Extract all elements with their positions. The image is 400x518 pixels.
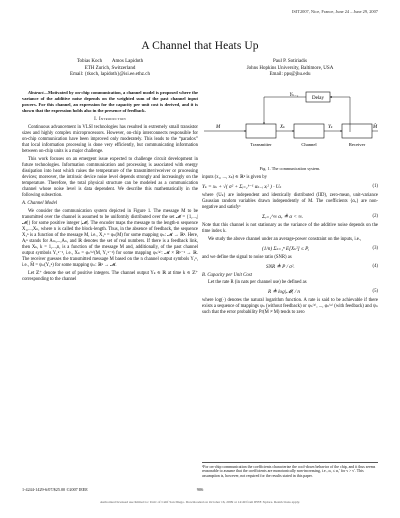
equation-3: [202, 246, 378, 252]
receiver-block: [342, 124, 372, 138]
conference-header: ISIT2007, Nice, France, June 24 – June 29, 2007: [291, 9, 378, 14]
feedback-path-to-encoder: [264, 97, 306, 124]
label-channel: Channel: [301, 142, 317, 147]
label-M: M: [216, 125, 221, 130]
abstract-label: Abstract: [28, 90, 44, 95]
intro-paragraph-1: Continuous advancement in VLSI technologies has resulted in extremely small transistor sizes and highly complex microprocessors. However, on-chip interconnects responsible for on-chip communication have been improved only moderately. This leads to the “paradox” that local information processing is done very efficiently, but communicating information between on-chip units is a major challenge.: [22, 125, 198, 155]
equation-2-body: Σᵥ₌₁^∞ αᵥ ≜ α < ∞.: [262, 214, 304, 221]
isbn-line: 1-4244-1429-6/07/$25.00 ©2007 IEEE: [22, 487, 88, 492]
equation-4: [202, 264, 378, 270]
label-Xk: Xₖ: [280, 125, 285, 130]
channel-model-paragraph-2: Let ℤ⁺ denote the set of positive integers. The channel output Yₖ ∈ ℝ at time k ∈ ℤ⁺ corresponding to the channel: [22, 270, 198, 282]
author-names: Paul P. Sotiriadis: [272, 59, 308, 64]
author-affiliation: Johns Hopkins University, Baltimore, USA: [246, 65, 334, 71]
equation-2: [202, 214, 378, 220]
right-paragraph-4: We study the above channel under an average-power constraint on the inputs, i.e.,: [208, 236, 362, 242]
download-notice: Authorized licensed use limited to: Univ of Calif San Diego. Downloaded on October 16, 2009 at 14:49 from IEEE Xplore. Restrictions apply.: [99, 500, 301, 504]
equation-5-body: R ≜ log|𝓜| / n: [268, 289, 301, 296]
channel-block: [294, 124, 324, 138]
label-Mhat: M̂: [373, 125, 378, 130]
transmitter-block: [246, 124, 276, 138]
section-heading-introduction: I. Introduction: [94, 116, 126, 122]
abstract: [22, 90, 198, 114]
right-paragraph-5: and we define the signal to noise ratio (SNR) as: [202, 254, 292, 260]
author-block-left: [20, 59, 200, 79]
author-affiliation: ETH Zurich, Switzerland: [84, 65, 136, 71]
author-email: Email: pps@jhu.edu: [269, 72, 311, 78]
equation-1: [202, 184, 378, 190]
abstract-text: —Motivated by on-chip communication, a channel model is proposed where the variance of the additive noise depends on the weighted sum of the past channel input powers. For this channel, an expression for the capacity per unit cost is derived, and it is shown that the expression holds also in the presence of feedback.: [22, 90, 198, 113]
label-transmitter: Transmitter: [250, 142, 272, 147]
right-paragraph-6: Let the rate R (in nats per channel use) be defined as: [208, 280, 307, 286]
equation-3-body: (1/n) Σₖ₌₁ⁿ E[Xₖ²] ≤ P,: [262, 245, 309, 252]
author-email: Email: {tkoch, lapidoth}@isi.ee.ethz.ch: [70, 72, 150, 78]
left-column: [22, 90, 198, 284]
subsection-heading-channel-model: A. Channel Model: [22, 201, 58, 207]
right-paragraph-3: Note that this channel is not stationary as the variance of the additive noise depends on the time index k.: [202, 223, 378, 235]
equation-3-number: (3): [372, 245, 378, 251]
author-names: Tobias Koch Amos Lapidoth: [76, 59, 144, 64]
right-paragraph-7: where log(·) denotes the natural logarithm function. A rate is said to be achievable if there exists a sequence of mappings φₙ (without feedback) or φₙ⁽¹⁾, ..., φₙ⁽ⁿ⁾ (with feedback) and ψₙ such that the error probability Pr(M̂ ≠ M) tends to zero: [202, 298, 378, 316]
right-column: [202, 175, 378, 318]
right-paragraph-2: where {Uₖ} are independent and identically distributed (IID), zero-mean, unit-variance Gaussian random variables drawn independently of M. The coefficients {αᵥ} are non-negative and satisfy¹: [202, 193, 378, 211]
footnote: ¹For on-chip communication the coefficients characterize the cool-down behavior of the chip, and it thus seems reasonable to assume that the coefficients are monotonically non-increasing, i.e., αᵥ ≤ αᵥ′ for ν > ν′. This assumption is, however, not required for the results stated in this paper.: [202, 462, 378, 479]
author-block-right: [200, 59, 380, 79]
figure-communication-system: [202, 86, 378, 164]
subsection-heading-capacity: B. Capacity per Unit Cost: [202, 272, 252, 278]
feedback-label: Yₖ₋₁: [289, 93, 299, 98]
equation-4-body: SNR ≜ P / σ².: [266, 263, 295, 270]
figure-caption: Fig. 1. The communication system.: [259, 166, 321, 171]
label-Yk: Yₖ: [328, 125, 333, 130]
equation-2-number: (2): [372, 214, 378, 220]
equation-4-number: (4): [372, 263, 378, 269]
feedback-path-from-output: [330, 97, 350, 132]
equation-5: [202, 289, 378, 295]
equation-1-number: (1): [372, 184, 378, 190]
paper-title: A Channel that Heats Up: [141, 40, 259, 52]
label-receiver: Receiver: [348, 142, 366, 147]
equation-1-body: Yₖ = xₖ + √( σ² + Σᵢ₌₁ᵏ⁻¹ αₖ₋ᵢ xᵢ² ) · Uₖ: [202, 184, 282, 191]
delay-label: Delay: [312, 96, 324, 101]
intro-paragraph-2: This work focuses on an emergent issue expected to challenge circuit development in future technologies. Information communication and processing is associated with energy dissipation into heat which raises the temperature of the transmitter/receiver or processing devices; moreover, the intrinsic device noise level depends strongly and increasingly on the temperature. Therefore, the total physical structure can be modeled as a communication channel whose noise level is data dependent. We describe this mathematically in the following subsection.: [22, 156, 198, 198]
right-paragraph-1: inputs (x₁, ..., xₖ) ∈ ℝᵏ is given by: [202, 175, 267, 180]
page-number: 906: [196, 487, 204, 492]
channel-model-paragraph-1: We consider the communication system depicted in Figure 1. The message M to be transmitted over the channel is assumed to be uniformly distributed over the set 𝓜 = {1,...,|𝓜|} for some positive integer |𝓜|. The encoder maps the message to the length-n sequence X₁,...,Xₙ, where n is called the block-length. Thus, in the absence of feedback, the sequence X₁ⁿ is a function of the message M, i.e., X₁ⁿ = φₙ(M) for some mapping φₙ: 𝓜 → ℝⁿ. Here, Aᵢⁿ stands for Aₘ,...,Aₙ, and ℝ denotes the set of real numbers. If there is a feedback link, then Xₖ, k = 1,...,n, is a function of the message M and, additionally, of the past channel output symbols Y₁ᵏ⁻¹, i.e., Xₖ = φₙ⁽ᵏ⁾(M, Y₁ᵏ⁻¹) for some mapping φₙ⁽ᵏ⁾: 𝓜 × ℝᵏ⁻¹ → ℝ. The receiver guesses the transmitted message M based on the n channel output symbols Y₁ⁿ, i.e., M̂ = ψₙ(Y₁ⁿ) for some mapping ψₙ: ℝⁿ → 𝓜.: [22, 208, 198, 269]
equation-5-number: (5): [372, 289, 378, 295]
